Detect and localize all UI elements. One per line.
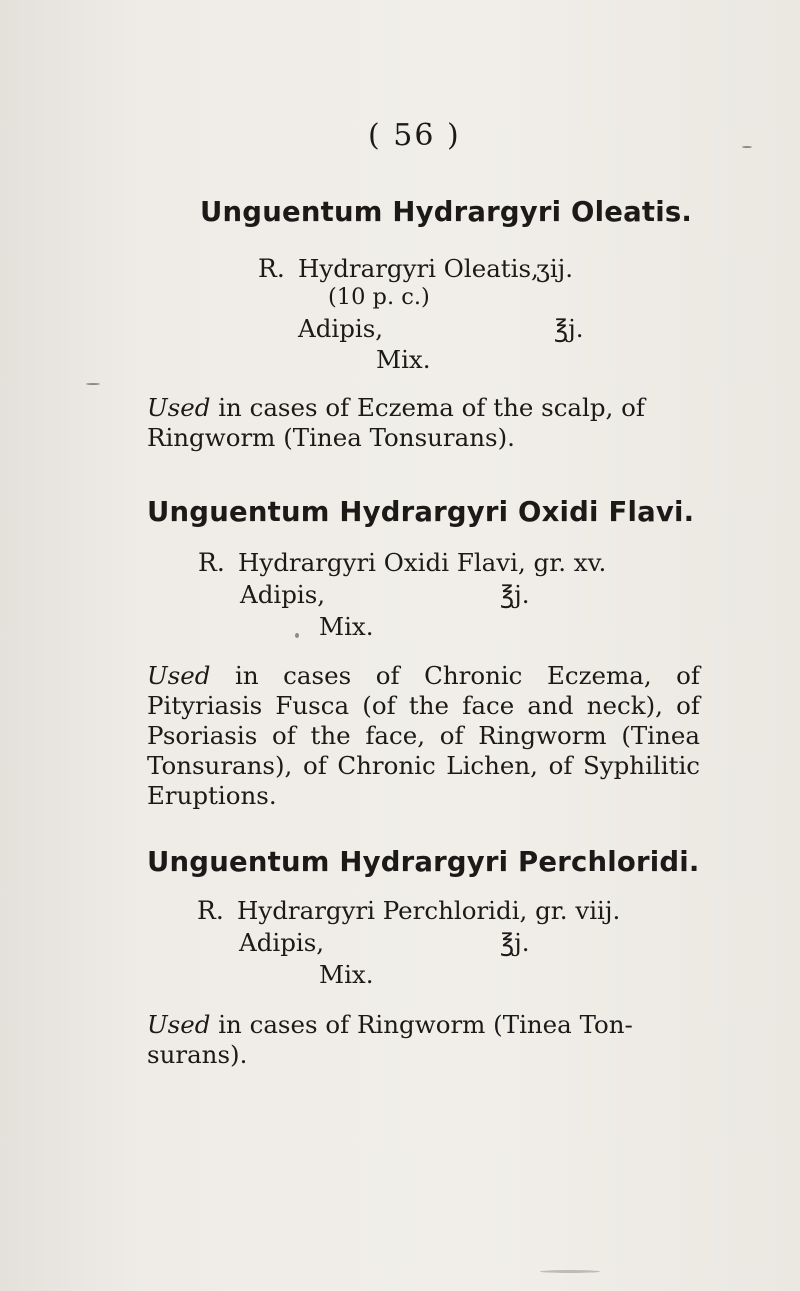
ingredient-quantity: ℥j. xyxy=(554,314,584,343)
used-label: Used xyxy=(147,1010,211,1039)
usage-line xyxy=(147,1010,633,1039)
recipe-symbol: R. xyxy=(198,548,225,577)
paper-speck xyxy=(540,1270,600,1273)
section-heading: Unguentum Hydrargyri Oxidi Flavi. xyxy=(147,496,695,528)
ingredient-quantity: ʒij. xyxy=(536,254,574,283)
ingredient-name: Hydrargyri Perchloridi, gr. viij. xyxy=(237,896,621,925)
ingredient-quantity: ℥j. xyxy=(500,928,530,957)
usage-text: in cases of Chronic Eczema, of xyxy=(234,661,700,690)
section-heading: Unguentum Hydrargyri Oleatis. xyxy=(200,196,693,228)
usage-line: Pityriasis Fusca (of the face and neck), of xyxy=(147,691,700,720)
ingredient-name: Adipis, xyxy=(240,580,326,609)
ingredient-name: Adipis, xyxy=(298,314,384,343)
ingredient-note: (10 p. c.) xyxy=(328,284,430,310)
usage-line: Eruptions. xyxy=(147,781,277,810)
ingredient-quantity: ℥j. xyxy=(500,580,530,609)
page-number: ( 56 ) xyxy=(368,118,461,153)
usage-line: Psoriasis of the face, of Ringworm (Tinea xyxy=(147,721,700,750)
usage-text: in cases of Ringworm (Tinea Ton- xyxy=(218,1010,633,1039)
ingredient-name: Hydrargyri Oleatis, xyxy=(298,254,539,283)
recipe-symbol: R. xyxy=(197,896,224,925)
mix-instruction: Mix. xyxy=(376,345,431,374)
usage-line: Ringworm (Tinea Tonsurans). xyxy=(147,423,515,452)
usage-line: Tonsurans), of Chronic Lichen, of Syphilitic xyxy=(147,751,700,780)
used-label: Used xyxy=(147,393,211,422)
section-heading: Unguentum Hydrargyri Perchloridi. xyxy=(147,846,700,878)
usage-text: in cases of Eczema of the scalp, of xyxy=(218,393,645,422)
usage-line: surans). xyxy=(147,1040,248,1069)
ingredient-name: Hydrargyri Oxidi Flavi, gr. xv. xyxy=(238,548,607,577)
recipe-symbol: R. xyxy=(258,254,285,283)
usage-line xyxy=(147,661,700,690)
paper-speck xyxy=(86,383,100,385)
ingredient-name: Adipis, xyxy=(239,928,325,957)
mix-instruction: Mix. xyxy=(319,960,374,989)
paper-speck xyxy=(295,633,299,638)
paper-speck xyxy=(742,146,752,148)
used-label: Used xyxy=(147,661,211,690)
mix-instruction: Mix. xyxy=(319,612,374,641)
usage-line xyxy=(147,393,645,422)
